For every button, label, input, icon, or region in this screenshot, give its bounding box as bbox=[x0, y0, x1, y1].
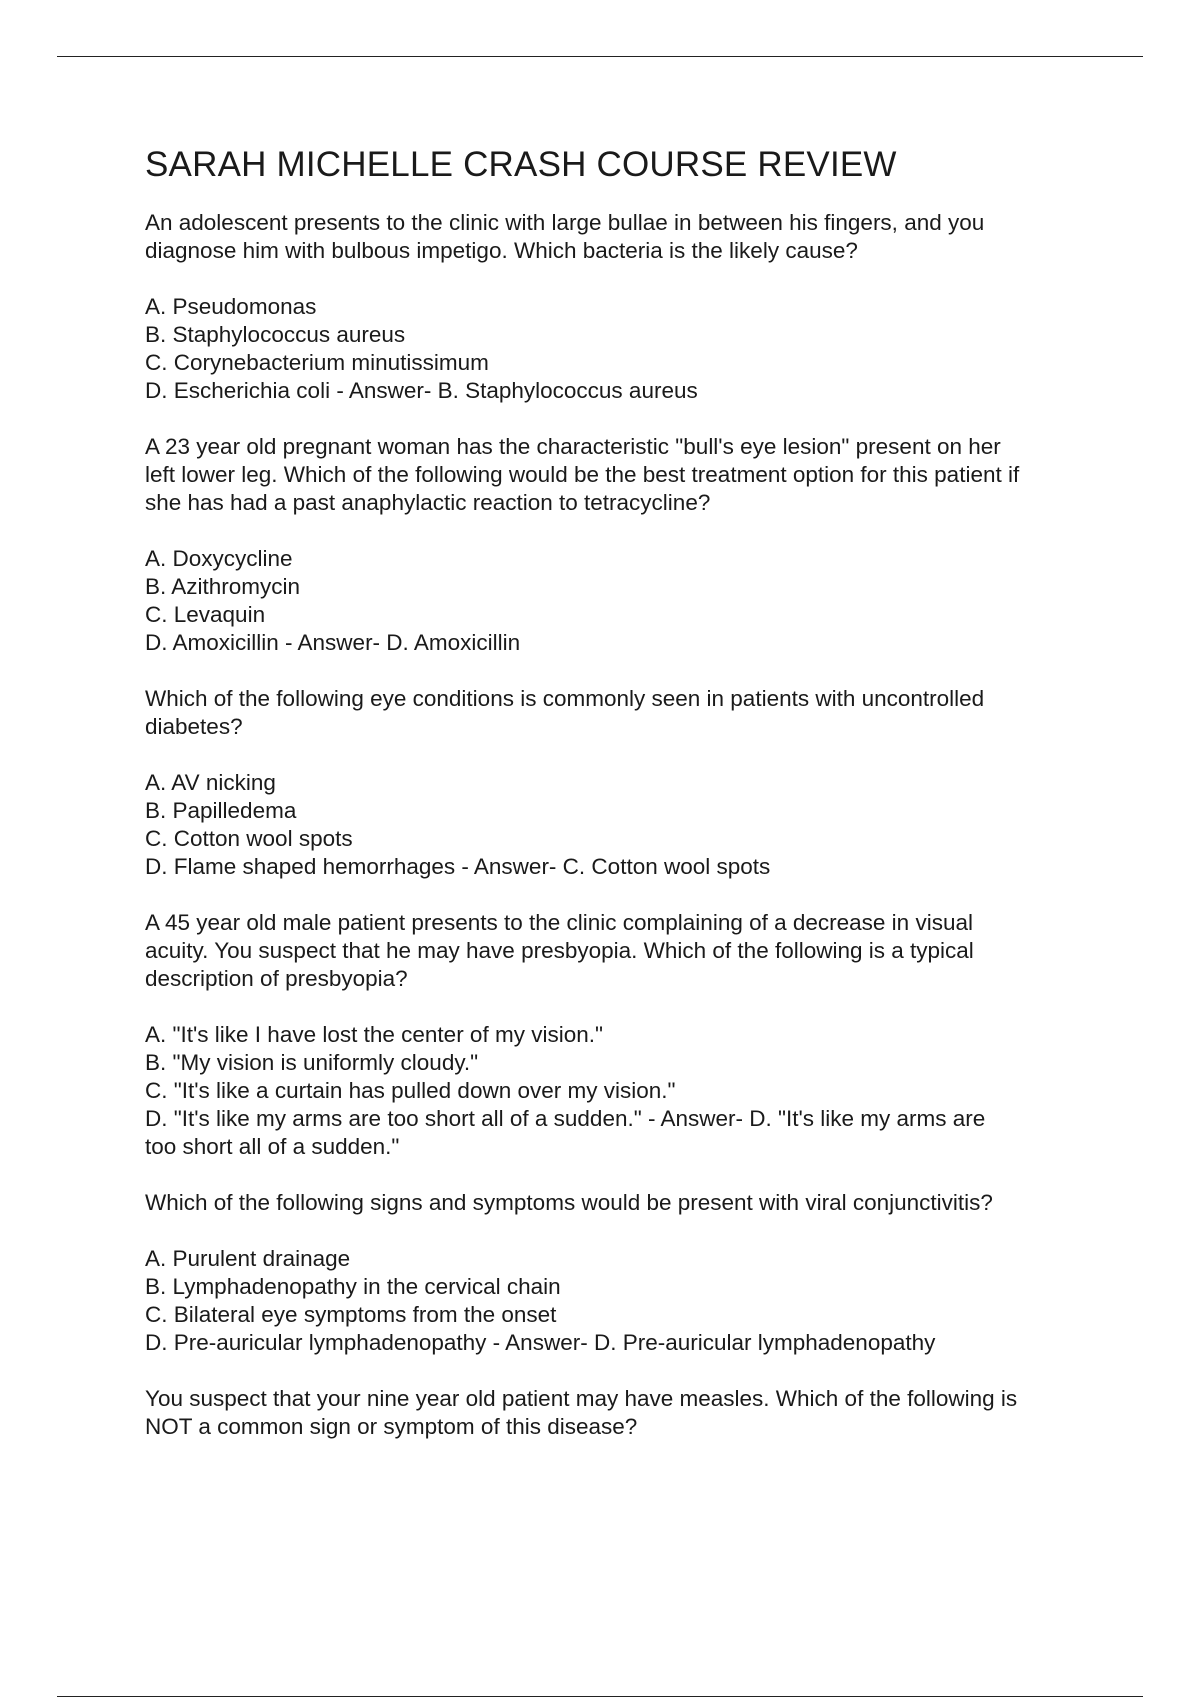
option-item-answer: D. "It's like my arms are too short all of a sudden." - Answer- D. "It's like my arms are too short all of a sudden." bbox=[145, 1106, 986, 1159]
option-item: A. AV nicking bbox=[145, 770, 276, 795]
question-5-options bbox=[145, 1245, 1090, 1357]
question-5 bbox=[145, 1189, 1090, 1217]
question-2-options bbox=[145, 545, 1090, 657]
question-text: A 23 year old pregnant woman has the characteristic "bull's eye lesion" present on her left lower leg. Which of the following would be the best treatment option for this patient if she has had a past anaphylactic reaction to tetracycline? bbox=[145, 434, 1020, 515]
option-item: B. "My vision is uniformly cloudy." bbox=[145, 1050, 479, 1075]
question-1-options bbox=[145, 293, 1090, 405]
option-item: C. "It's like a curtain has pulled down over my vision." bbox=[145, 1078, 676, 1103]
option-item: C. Levaquin bbox=[145, 602, 266, 627]
option-item: C. Bilateral eye symptoms from the onset bbox=[145, 1302, 557, 1327]
question-3-options bbox=[145, 769, 1090, 881]
option-item-answer: D. Pre-auricular lymphadenopathy - Answer- D. Pre-auricular lymphadenopathy bbox=[145, 1330, 936, 1355]
option-item: B. Papilledema bbox=[145, 798, 297, 823]
question-4-options bbox=[145, 1021, 1090, 1161]
question-1 bbox=[145, 209, 1090, 265]
option-item: C. Cotton wool spots bbox=[145, 826, 353, 851]
option-item: A. Pseudomonas bbox=[145, 294, 317, 319]
option-item: A. Purulent drainage bbox=[145, 1246, 351, 1271]
option-item: A. "It's like I have lost the center of my vision." bbox=[145, 1022, 603, 1047]
footer-rule bbox=[57, 1696, 1143, 1697]
question-2 bbox=[145, 433, 1090, 517]
question-6 bbox=[145, 1385, 1090, 1441]
question-4 bbox=[145, 909, 1090, 993]
option-item: B. Lymphadenopathy in the cervical chain bbox=[145, 1274, 561, 1299]
option-item: B. Azithromycin bbox=[145, 574, 301, 599]
document-body bbox=[145, 143, 1090, 1469]
option-item: B. Staphylococcus aureus bbox=[145, 322, 406, 347]
option-item: A. Doxycycline bbox=[145, 546, 293, 571]
option-item-answer: D. Escherichia coli - Answer- B. Staphylococcus aureus bbox=[145, 378, 698, 403]
question-3 bbox=[145, 685, 1090, 741]
question-text: A 45 year old male patient presents to the clinic complaining of a decrease in visual acuity. You suspect that he may have presbyopia. Which of the following is a typical description of presbyopia? bbox=[145, 910, 974, 991]
question-text: You suspect that your nine year old patient may have measles. Which of the following is NOT a common sign or symptom of this disease? bbox=[145, 1386, 1018, 1439]
question-text: Which of the following signs and symptoms would be present with viral conjunctivitis? bbox=[145, 1190, 993, 1215]
option-item-answer: D. Amoxicillin - Answer- D. Amoxicillin bbox=[145, 630, 521, 655]
header-rule bbox=[57, 56, 1143, 57]
question-text: Which of the following eye conditions is commonly seen in patients with uncontrolled diabetes? bbox=[145, 686, 985, 739]
option-item-answer: D. Flame shaped hemorrhages - Answer- C. Cotton wool spots bbox=[145, 854, 771, 879]
option-item: C. Corynebacterium minutissimum bbox=[145, 350, 489, 375]
question-text: An adolescent presents to the clinic with large bullae in between his fingers, and you diagnose him with bulbous impetigo. Which bacteria is the likely cause? bbox=[145, 210, 985, 263]
document-title: SARAH MICHELLE CRASH COURSE REVIEW bbox=[145, 145, 897, 184]
